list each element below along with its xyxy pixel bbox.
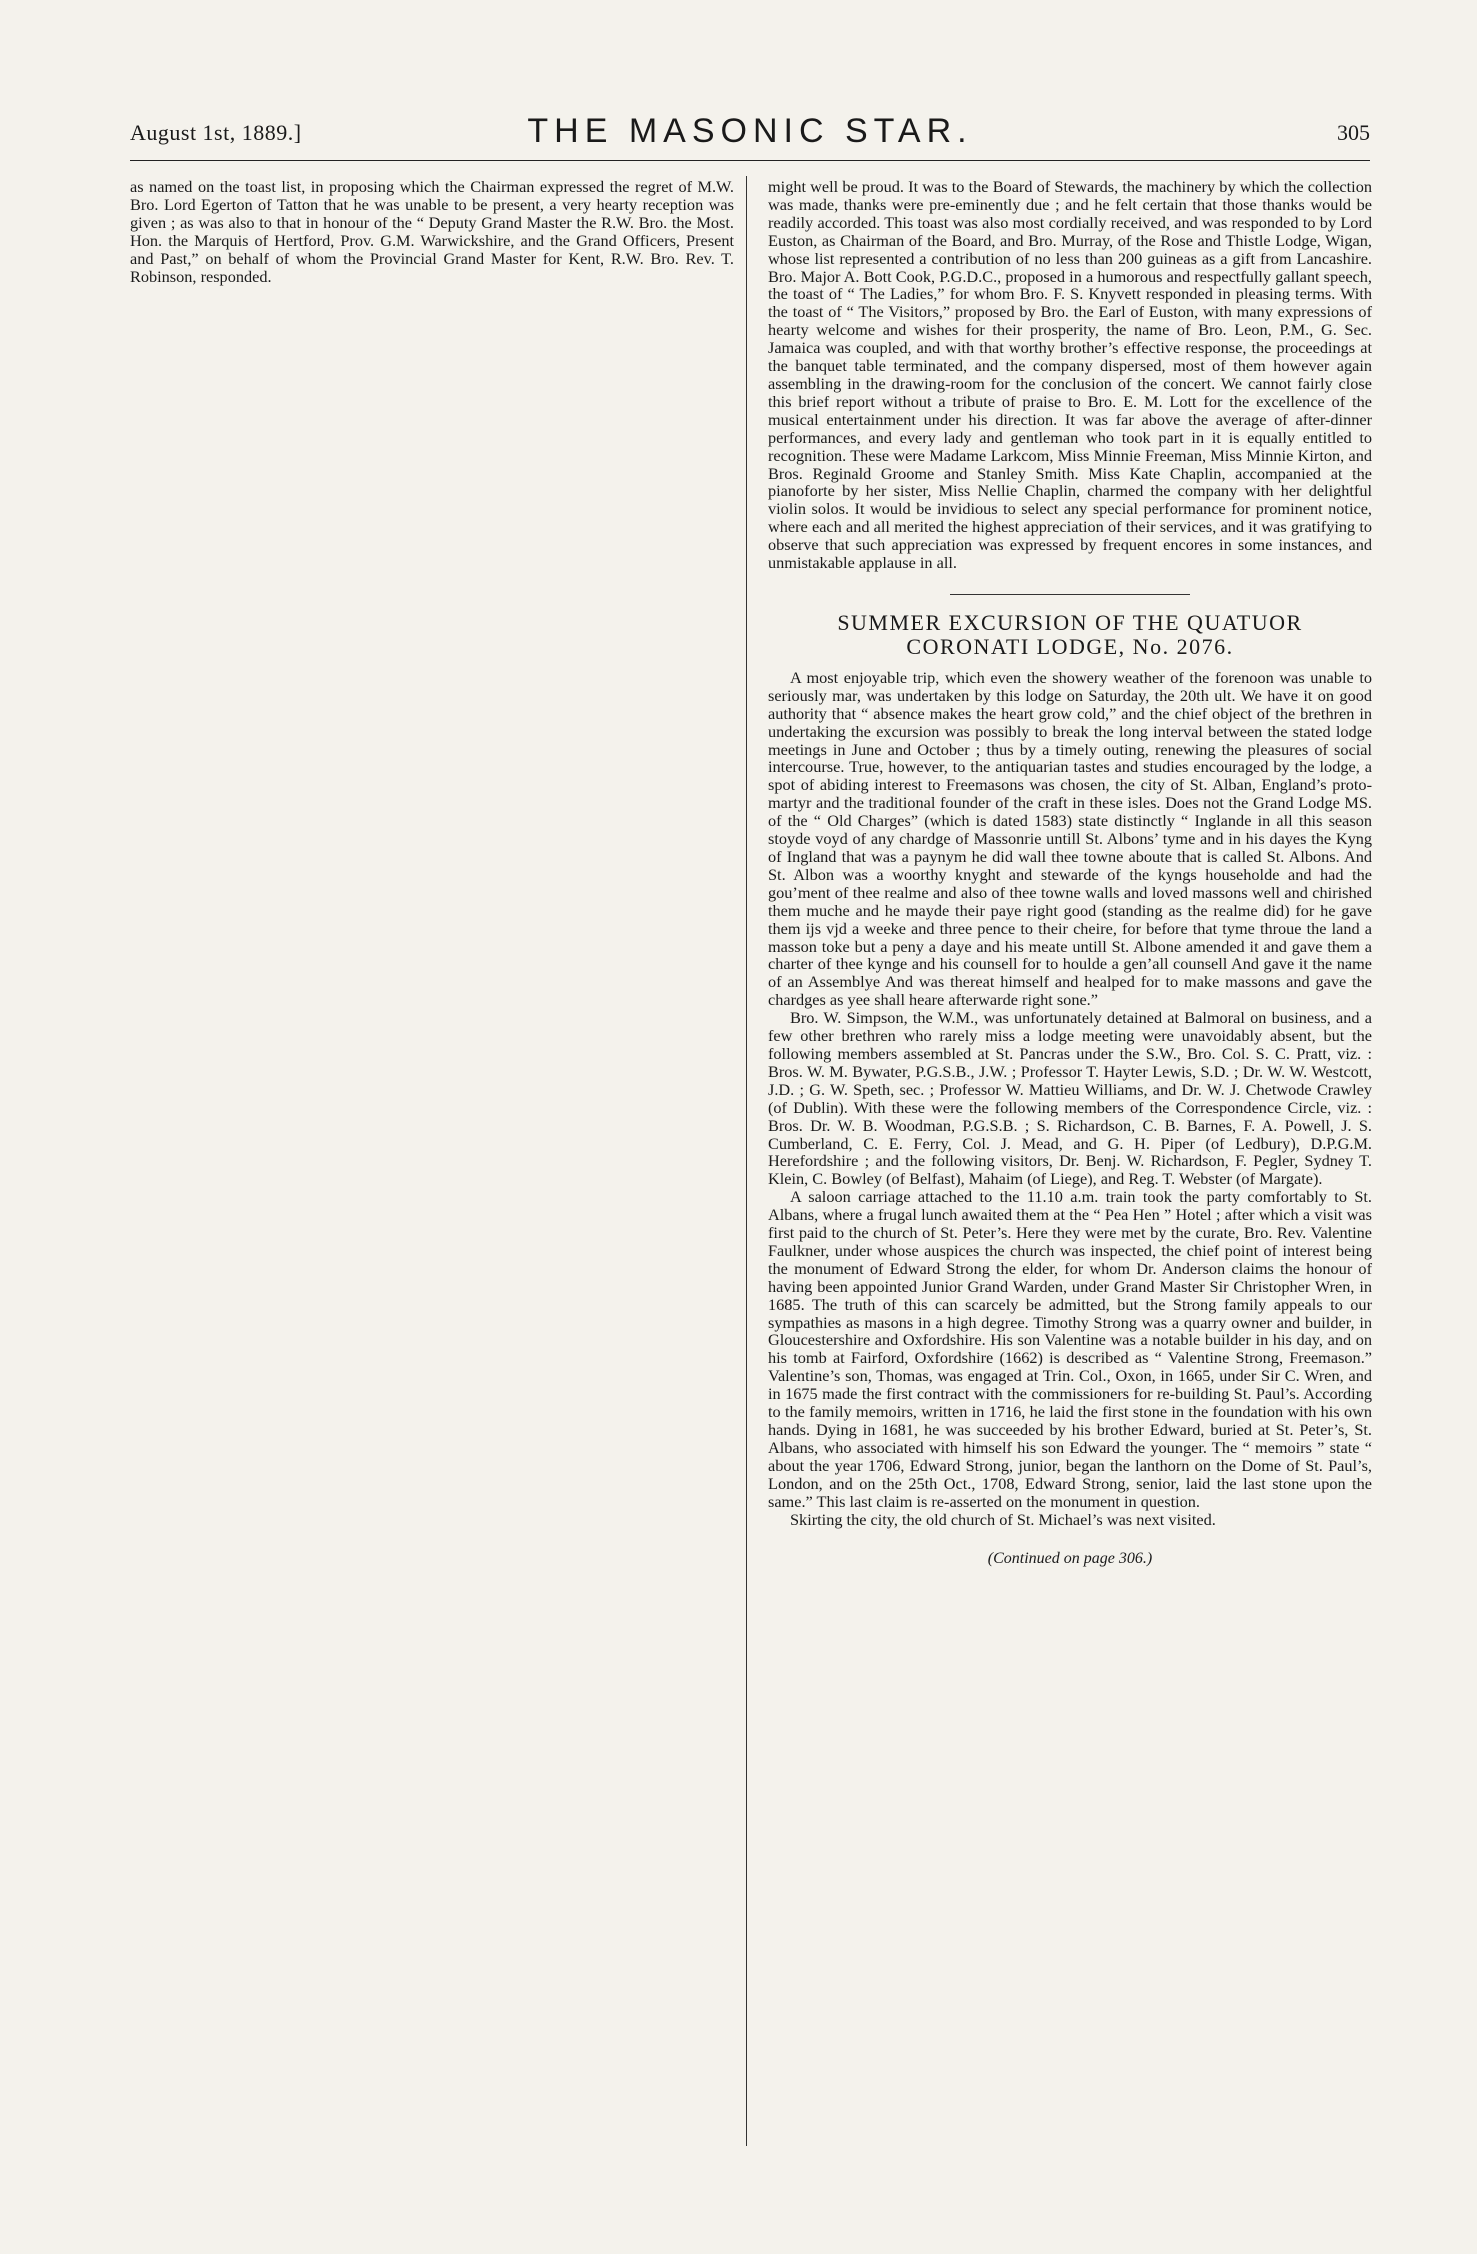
section-heading [768,611,1372,659]
masthead [130,112,1370,152]
page-number: 305 [1337,120,1370,145]
article-paragraph: A saloon carriage attached to the 11.10 a.m. train took the party comfortably to St. Albans, where a frugal lunch awaited them at the “ Pea Hen ” Hotel ; after which a visit was first paid to the church of St. Peter’s. Here they were met by the curate, Bro. Rev. Valentine Faulkner, under whose auspices the church was inspected, the chief point of interest being the monument of Edward Strong the elder, for whom Dr. Anderson claims the honour of having been appointed Junior Grand Warden, under Grand Master Sir Christopher Wren, in 1685. The truth of this can scarcely be admitted, but the Strong family appeals to our sympathies as masons in a high degree. Timothy Strong was a quarry owner and builder, in Gloucestershire and Oxfordshire. His son Valentine was a notable builder in his day, and on his tomb at Fairford, Oxfordshire (1662) is described as “ Valentine Strong, Freemason.” Valentine’s son, Thomas, was engaged at Trin. Col., Oxon, in 1665, under Sir C. Wren, and in 1675 made the first contract with the commissioners for re-building St. Paul’s. According to the family memoirs, written in 1716, he laid the first stone in the foundation with his own hands. Dying in 1681, he was succeeded by his brother Edward, buried at St. Peter’s, St. Albans, who associated with himself his son Edward the younger. The “ memoirs ” state “ about the year 1706, Edward Strong, junior, began the lanthorn on the Dome of St. Paul’s, London, and on the 25th Oct., 1708, Edward Strong, senior, laid the last stone upon the same.” This last claim is re-asserted on the monument in question. [768,1187,1372,1511]
publication-title: THE MASONIC STAR. [527,112,973,150]
issue-date: August 1st, 1889.] [130,120,302,145]
continued-note: (Continued on page 306.) [987,1550,1153,1568]
section-heading-line2: CORONATI LODGE, No. 2076. [906,633,1234,659]
section-heading-line1: SUMMER EXCURSION OF THE QUATUOR [837,609,1303,635]
column-divider [746,176,747,2146]
right-column [768,178,1372,1568]
header-rule [130,160,1370,161]
article-continuation: might well be proud. It was to the Board of Stewards, the machinery by which the collection was made, thanks were pre-eminently due ; and he felt certain that those thanks would be readily accorded. This toast was also most cordially received, and was responded to by Lord Euston, as Chairman of the Board, and Bro. Murray, of the Rose and Thistle Lodge, Wigan, whose list represented a contribution of no less than 200 guineas as a gift from Lancashire. Bro. Major A. Bott Cook, P.G.D.C., proposed in a humorous and respectfully gallant speech, the toast of “ The Ladies,” for whom Bro. F. S. Knyvett responded in pleasing terms. With the toast of “ The Visitors,” proposed by Bro. the Earl of Euston, with many expressions of hearty welcome and wishes for their prosperity, the name of Bro. Leon, P.M., G. Sec. Jamaica was coupled, and with that worthy brother’s effective response, the proceedings at the banquet table terminated, and the company dispersed, most of them however again assembling in the drawing-room for the conclusion of the concert. We cannot fairly close this brief report without a tribute of praise to Bro. E. M. Lott for the excellence of the musical entertainment under his direction. It was far above the average of after-dinner performances, and every lady and gentleman who took part in it is equally entitled to recognition. These were Madame Larkcom, Miss Minnie Freeman, Miss Minnie Kirton, and Bros. Reginald Groome and Stanley Smith. Miss Kate Chaplin, accompanied at the pianoforte by her sister, Miss Nellie Chaplin, charmed the company with her delightful violin solos. It would be invidious to select any special performance for prominent notice, where each and all merited the highest appreciation of their services, and it was gratifying to observe that such appreciation was expressed by frequent encores in some instances, and unmistakable applause in all. [768,177,1372,573]
article-paragraph: A most enjoyable trip, which even the showery weather of the forenoon was unable to seriously mar, was undertaken by this lodge on Saturday, the 20th ult. We have it on good authority that “ absence makes the heart grow cold,” and the chief object of the brethren in undertaking the excursion was possibly to break the long interval between the stated lodge meetings in June and October ; thus by a timely outing, renewing the pleasures of social intercourse. True, however, to the antiquarian tastes and studies encouraged by the lodge, a spot of abiding interest to Freemasons was chosen, the city of St. Alban, England’s proto-martyr and the traditional founder of the craft in these isles. Does not the Grand Lodge MS. of the “ Old Charges” (which is dated 1583) state distinctly “ Inglande in all this season stoyde voyd of any chardge of Massonrie untill St. Albons’ tyme and in his dayes the Kyng of Ingland that was a paynym he did wall thee towne aboute that is called St. Albons. And St. Albon was a woorthy knyght and stewarde of the kyngs householde and had the gou’ment of thee realme and also of thee towne walls and loved massons well and chirished them muche and he mayde their paye right good (standing as the realme did) for he gave them ijs vjd a weeke and three pence to their cheire, for before that tyme throue the land a masson toke but a peny a daye and his meate untill St. Albone amended it and gave them a charter of thee kynge and his counsell for to houlde a gen’all counsell And gave it the name of an Assemblye And was thereat himself and healped for to make massons and gave the chardges as yee shall heare afterwarde right sone.” [768,667,1372,1010]
left-column [130,178,734,285]
article-paragraph: Skirting the city, the old church of St. Michael’s was next visited. [790,1509,1216,1529]
section-divider [950,594,1190,595]
article-paragraph: as named on the toast list, in proposing which the Chairman expressed the regret of M.W. Bro. Lord Egerton of Tatton that he was unable to be present, a very hearty reception was given ; as was also to that in honour of the “ Deputy Grand Master the R.W. Bro. the Most. Hon. the Marquis of Hertford, Prov. G.M. Warwickshire, and the Grand Officers, Present and Past,” on behalf of whom the Provincial Grand Master for Kent, R.W. Bro. Rev. T. Robinson, responded. [130,177,734,286]
article-paragraph: Bro. W. Simpson, the W.M., was unfortunately detained at Balmoral on business, and a few other brethren who rarely miss a lodge meeting were unavoidably absent, but the following members assembled at St. Pancras under the S.W., Bro. Col. S. C. Pratt, viz. : Bros. W. M. Bywater, P.G.S.B., J.W. ; Professor T. Hayter Lewis, S.D. ; Dr. W. W. Westcott, J.D. ; G. W. Speth, sec. ; Professor W. Mattieu Williams, and Dr. W. J. Chetwode Crawley (of Dublin). With these were the following members of the Correspondence Circle, viz. : Bros. Dr. W. B. Woodman, P.G.S.B. ; S. Richardson, C. B. Barnes, F. A. Powell, J. S. Cumberland, C. E. Ferry, Col. J. Mead, and G. H. Piper (of Ledbury), D.P.G.M. Herefordshire ; and the following visitors, Dr. Benj. W. Richardson, F. Pegler, Sydney T. Klein, C. Bowley (of Belfast), Mahaim (of Liege), and Reg. T. Webster (of Margate). [768,1008,1372,1189]
